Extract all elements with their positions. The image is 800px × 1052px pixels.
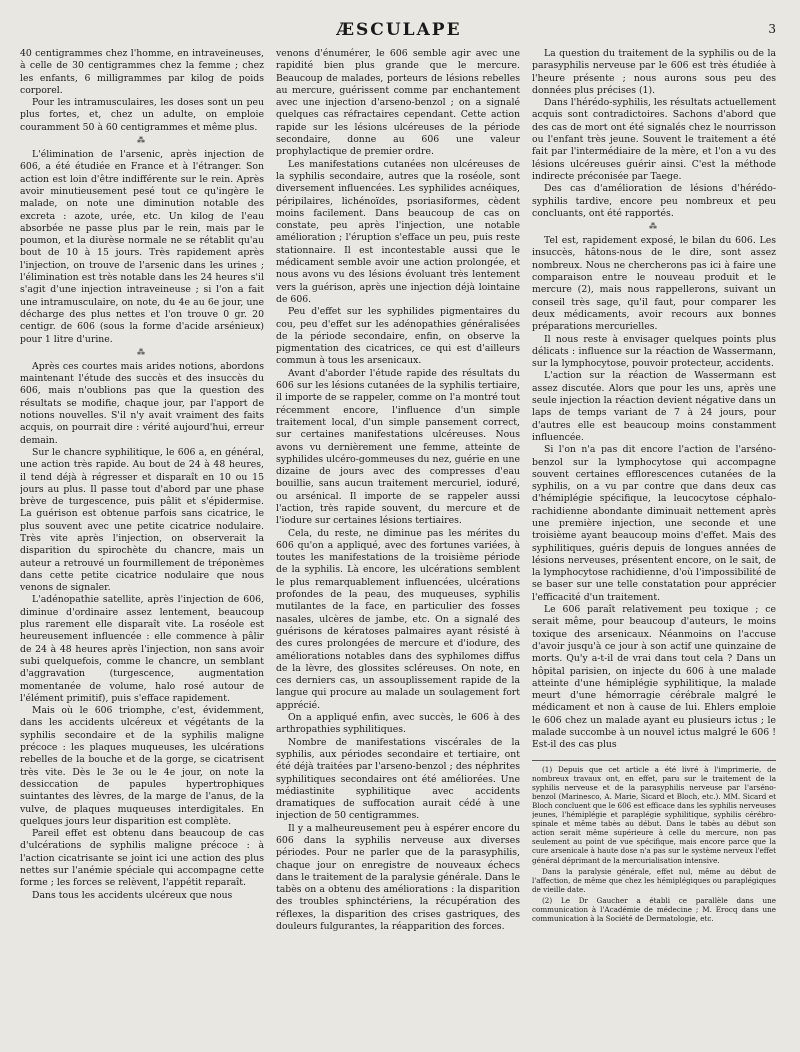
paragraph: Le 606 paraît relativement peu toxique ; ce serait même, pour beaucoup d'auteurs, le moins toxique des arsenicaux. Néanmoins on l'accuse d'avoir jusqu'à ce jour à son actif une quinzaine de morts. Qu'y a-t-il de vrai dans tout cela ? Dans un hôpital parisien, on injecte du 606 à une malade atteinte d'une hémiplégie syphilitique, la malade meurt d'une hémorragie cérébrale malgré le médicament et non à cause de lui. Ehlers emploie le 606 chez un malade ayant eu plusieurs ictus ; le malade succombe à un nouvel ictus malgré le 606 ! Est-il des cas plus [532,604,776,751]
header [20,18,778,44]
column-1 [20,48,264,1038]
paragraph: La question du traitement de la syphilis ou de la parasyphilis nerveuse par le 606 est très étudiée à l'heure présente ; nous aurons sous peu des données plus précises (1). [532,48,776,96]
section-separator: ⁂ [137,347,147,357]
journal-title: ÆSCULAPE [336,20,462,40]
page-number: 3 [768,22,776,36]
paragraph: Les manifestations cutanées non ulcéreuses de la syphilis secondaire, autres que la roséole, sont diversement influencées. Les syphilides acnéiques, péripilaires, lichénoïdes, psoriasiformes, cèdent moins facilement. Dans beaucoup de cas on constate, peu après l'injection, une notable amélioration ; l'éruption s'efface un peu, puis reste stationnaire. Il est incontestable aussi que le médicament semble avoir une action prolongée, et nous avons vu des lésions évoluant très lentement vers la guérison, après une injection déjà lointaine de 606. [276,158,520,305]
paragraph: Nombre de manifestations viscérales de la syphilis, aux périodes secondaire et tertiaire, ont été déjà traitées par l'arseno-benzol ; des néphrites syphilitiques secondaires ont été améliorées. Une médiastinite syphilitique avec accidents dramatiques de suffocation aurait cédé à une injection de 50 centigrammes. [276,736,520,822]
paragraph: Sur le chancre syphilitique, le 606 a, en général, une action très rapide. Au bout de 24 à 48 heures, il tend déjà à régresser et disparaît en 10 ou 15 jours au plus. Il passe tout d'abord par une phase brève de turgescence, puis pâlit et s'épidermise. La guérison est obtenue parfois sans cicatrice, le plus souvent avec une petite cicatrice nodulaire. Très vite après l'injection, on observerait la disparition du spirochète du chancre, mais un auteur a retrouvé un fourmillement de tréponèmes dans cette petite cicatrice nodulaire que nous venons de signaler. [20,446,264,594]
paragraph: Dans l'hérédo-syphilis, les résultats actuellement acquis sont contradictoires. Sachons d'abord que des cas de mort ont été signalés chez le nourrisson ou l'enfant très jeune. Souvent le traitement a été fait par l'intermédiaire de la mère, et l'on a vu des lésions ulcéreuses guérir ainsi. C'est la méthode indirecte préconisée par Taege. [532,97,776,182]
paragraph: Peu d'effet sur les syphilides pigmentaires du cou, peu d'effet sur les adénopathies généralisées de la période secondaire, enfin, on observe la pigmentation des cicatrices, ce qui est d'ailleurs commun à tous les arsenicaux. [276,306,520,367]
paragraph: L'adénopathie satellite, après l'injection de 606, diminue d'ordinaire assez lentement, beaucoup plus rarement elle disparaît vite. La roséole est heureusement influencée : elle commence à pâlir de 24 à 48 heures après l'injection, non sans avoir subi quelquefois, comme le chancre, un semblant d'aggravation (turgescence, augmentation momentanée de volume, halo rosé autour de l'élément primitif), puis s'efface rapidement. [20,594,264,704]
paragraph: Cela, du reste, ne diminue pas les mérites du 606 qu'on a appliqué, avec des fortunes variées, à toutes les manifestations de la troisième période de la syphilis. Là encore, les ulcérations semblent le plus remarquablement influencées, ulcérations profondes de la peau, des muqueuses, syphilis mutilantes de la face, en particulier des fosses nasales, ulcères de jambe, etc. On a signalé des guérisons de kératoses palmaires ayant résisté à des cures prolongées de mercure et d'iodure, des améliorations notables dans des syphilomes diffus de la lèvre, des glossites scléreuses. On note, en ces derniers cas, un assouplissement rapide de la langue qui procure au malade un soulagement fort apprécié. [276,527,520,711]
paragraph: Tel est, rapidement exposé, le bilan du 606. Les insuccès, hâtons-nous de le dire, sont assez nombreux. Nous ne chercherons pas ici à faire une comparaison entre le nouveau produit et le mercure (2), mais nous rappellerons, suivant un conseil très sage, qu'il faut, pour comparer les deux médicaments, avoir recours aux bonnes préparations mercurielles. [532,235,776,333]
paragraph: L'élimination de l'arsenic, après injection de 606, a été étudiée en France et à l'étranger. Son action est loin d'être indifférente sur le rein. Après avoir minutieusement pesé tout ce qu'ingère le malade, on note une diminution notable des excreta : azote, urée, etc. Un kilog de l'eau absorbée ne passe plus par le rein, mais par le poumon, et la diurèse normale ne se rétablit qu'au bout de 10 à 15 jours. Très rapidement après l'injection, on trouve de l'arsenic dans les urines ; l'élimination est très notable dans les 24 heures s'il s'agit d'une injection intraveineuse ; si l'on a fait une intramusculaire, on note, du 4e au 6e jour, une décharge des plus nettes et l'on trouve 0 gr. 20 centigr. de 606 (sous la forme d'acide arsénieux) pour 1 litre d'urine. [20,149,264,345]
column-2 [276,48,520,1038]
paragraph: 40 centigrammes chez l'homme, en intraveineuses, à celle de 30 centigrammes chez la femme ; chez les enfants, 6 milligrammes par kilog de poids corporel. [20,48,264,96]
footnotes [532,760,776,924]
columns [20,48,778,1038]
paragraph: Des cas d'amélioration de lésions d'hérédo-syphilis tardive, encore peu nombreux et peu concluants, ont été rapportés. [532,183,776,219]
paragraph: Il nous reste à envisager quelques points plus délicats : influence sur la réaction de Wassermann, sur la lymphocytose, pouvoir protecteur, accidents. [532,333,776,370]
section-separator: ⁂ [649,222,659,232]
paragraph: On a appliqué enfin, avec succès, le 606 à des arthropathies syphilitiques. [276,712,520,736]
footnote: Dans la paralysie générale, effet nul, même au début de l'affection, de même que chez les hémiplégiques ou paraplégiques de vieille date. [532,866,776,894]
paragraph: Si l'on n'a pas dit encore l'action de l'arséno-benzol sur la lymphocytose qui accompagne souvent certaines efflorescences cutanées de la syphilis, on a vu par contre que dans deux cas d'hémiplégie spécifique, la leucocytose céphalo-rachidienne abondante diminuait nettement après une première injection, une seconde et une troisième ayant beaucoup moins d'effet. Mais des syphilitiques, guéris depuis de longues années de lésions nerveuses, présentent encore, on le sait, de la lymphocytose rachidienne, d'où l'impossibilité de se baser sur une telle constatation pour apprécier l'efficacité d'un traitement. [532,444,776,603]
column-3 [532,48,776,1038]
paragraph: L'action sur la réaction de Wassermann est assez discutée. Alors que pour les uns, après une seule injection la réaction devient négative dans un laps de temps variant de 7 à 24 jours, pour d'autres elle est beaucoup moins constamment influencée. [532,370,776,443]
paragraph: Pour les intramusculaires, les doses sont un peu plus fortes, et, chez un adulte, on emploie couramment 50 à 60 centigrammes et même plus. [20,97,264,133]
paragraph: Il y a malheureusement peu à espérer encore du 606 dans la syphilis nerveuse aux diverses périodes. Pour ne parler que de la parasyphilis, chaque jour on enregistre de nouveaux échecs dans le traitement de la paralysie générale. Dans le tabès on a obtenu des améliorations : la disparition des troubles sphinctériens, la récupération des réflexes, la disparition des crises gastriques, des douleurs fulgurantes, la réapparition des forces. [276,822,520,933]
footnote: (2) Le Dr Gaucher a établi ce parallèle dans une communication à l'Académie de médecine ; M. Erocq dans une communication à la Société de Dermatologie, etc. [532,895,776,924]
section-separator: ⁂ [137,136,147,146]
paragraph: Après ces courtes mais arides notions, abordons maintenant l'étude des succès et des insuccès du 606, mais n'oublions pas que la question des résultats se modifie, chaque jour, par l'apport de notions nouvelles. S'il n'y avait vraiment des faits acquis, on pourrait dire : vérité aujourd'hui, erreur demain. [20,360,264,446]
paragraph: Pareil effet est obtenu dans beaucoup de cas d'ulcérations de syphilis maligne précoce : à l'action cicatrisante se joint ici une action des plus nettes sur l'anémie spéciale qui accompagne cette forme ; les forces se relèvent, l'appétit reparaît. [20,828,264,889]
footnote: (1) Depuis que cet article a été livré à l'imprimerie, de nombreux travaux ont, en effet, paru sur le traitement de la syphilis nerveuse et de la parasyphilis nerveuse par l'arséno-benzol (Marinesco, A. Marie, Sicard et Bloch, etc.). MM. Sicard et Bloch concluent que le 606 est efficace dans les syphilis nerveuses jeunes, l'hémiplégie et paraplégie syphilitique, syphilis cérébro-spinale et même tabès au début. Dans le tabès au début son action serait même supérieure à celle du mercure, non pas seulement au point de vue spécifique, mais encore parce que la cure arsenicale à haute dose n'a pas sur le système nerveux l'effet général déprimant de la mercurialisation intensive. [532,764,776,865]
paragraph: Dans tous les accidents ulcéreux que nous [32,889,233,901]
paragraph: Mais où le 606 triomphe, c'est, évidemment, dans les accidents ulcéreux et végétants de la syphilis secondaire et de la syphilis maligne précoce : les plaques muqueuses, les ulcérations rebelles de la bouche et de la gorge, se cicatrisent très vite. Dès le 3e ou le 4e jour, on note la dessiccation de papules hypertrophiques suintantes des lèvres, de la marge de l'anus, de la vulve, de plaques muqueuses interdigitales. En quelques jours leur disparition est complète. [20,705,264,827]
paragraph: Avant d'aborder l'étude rapide des résultats du 606 sur les lésions cutanées de la syphilis tertiaire, il importe de se rappeler, comme on l'a montré tout récemment encore, l'influence d'un simple traitement local, d'un simple pansement correct, sur certaines manifestations ulcéreuses. Nous avons vu dernièrement une femme, atteinte de syphilides ulcéro-gommeuses du nez, guérie en une dizaine de jours avec des compresses d'eau bouillie, sans aucun traitement mercuriel, ioduré, ou arsénical. Il importe de se rappeler aussi l'action, très rapide souvent, du mercure et de l'iodure sur certaines lésions tertiaires. [276,367,520,527]
paragraph: venons d'énumérer, le 606 semble agir avec une rapidité bien plus grande que le mercure. Beaucoup de malades, porteurs de lésions rebelles au mercure, guérissent comme par enchantement avec une injection d'arseno-benzol ; on a signalé quelques cas réfractaires cependant. Cette action rapide sur les lésions ulcéreuses de la période secondaire, donne au 606 une valeur prophylactique de premier ordre. [276,48,520,158]
